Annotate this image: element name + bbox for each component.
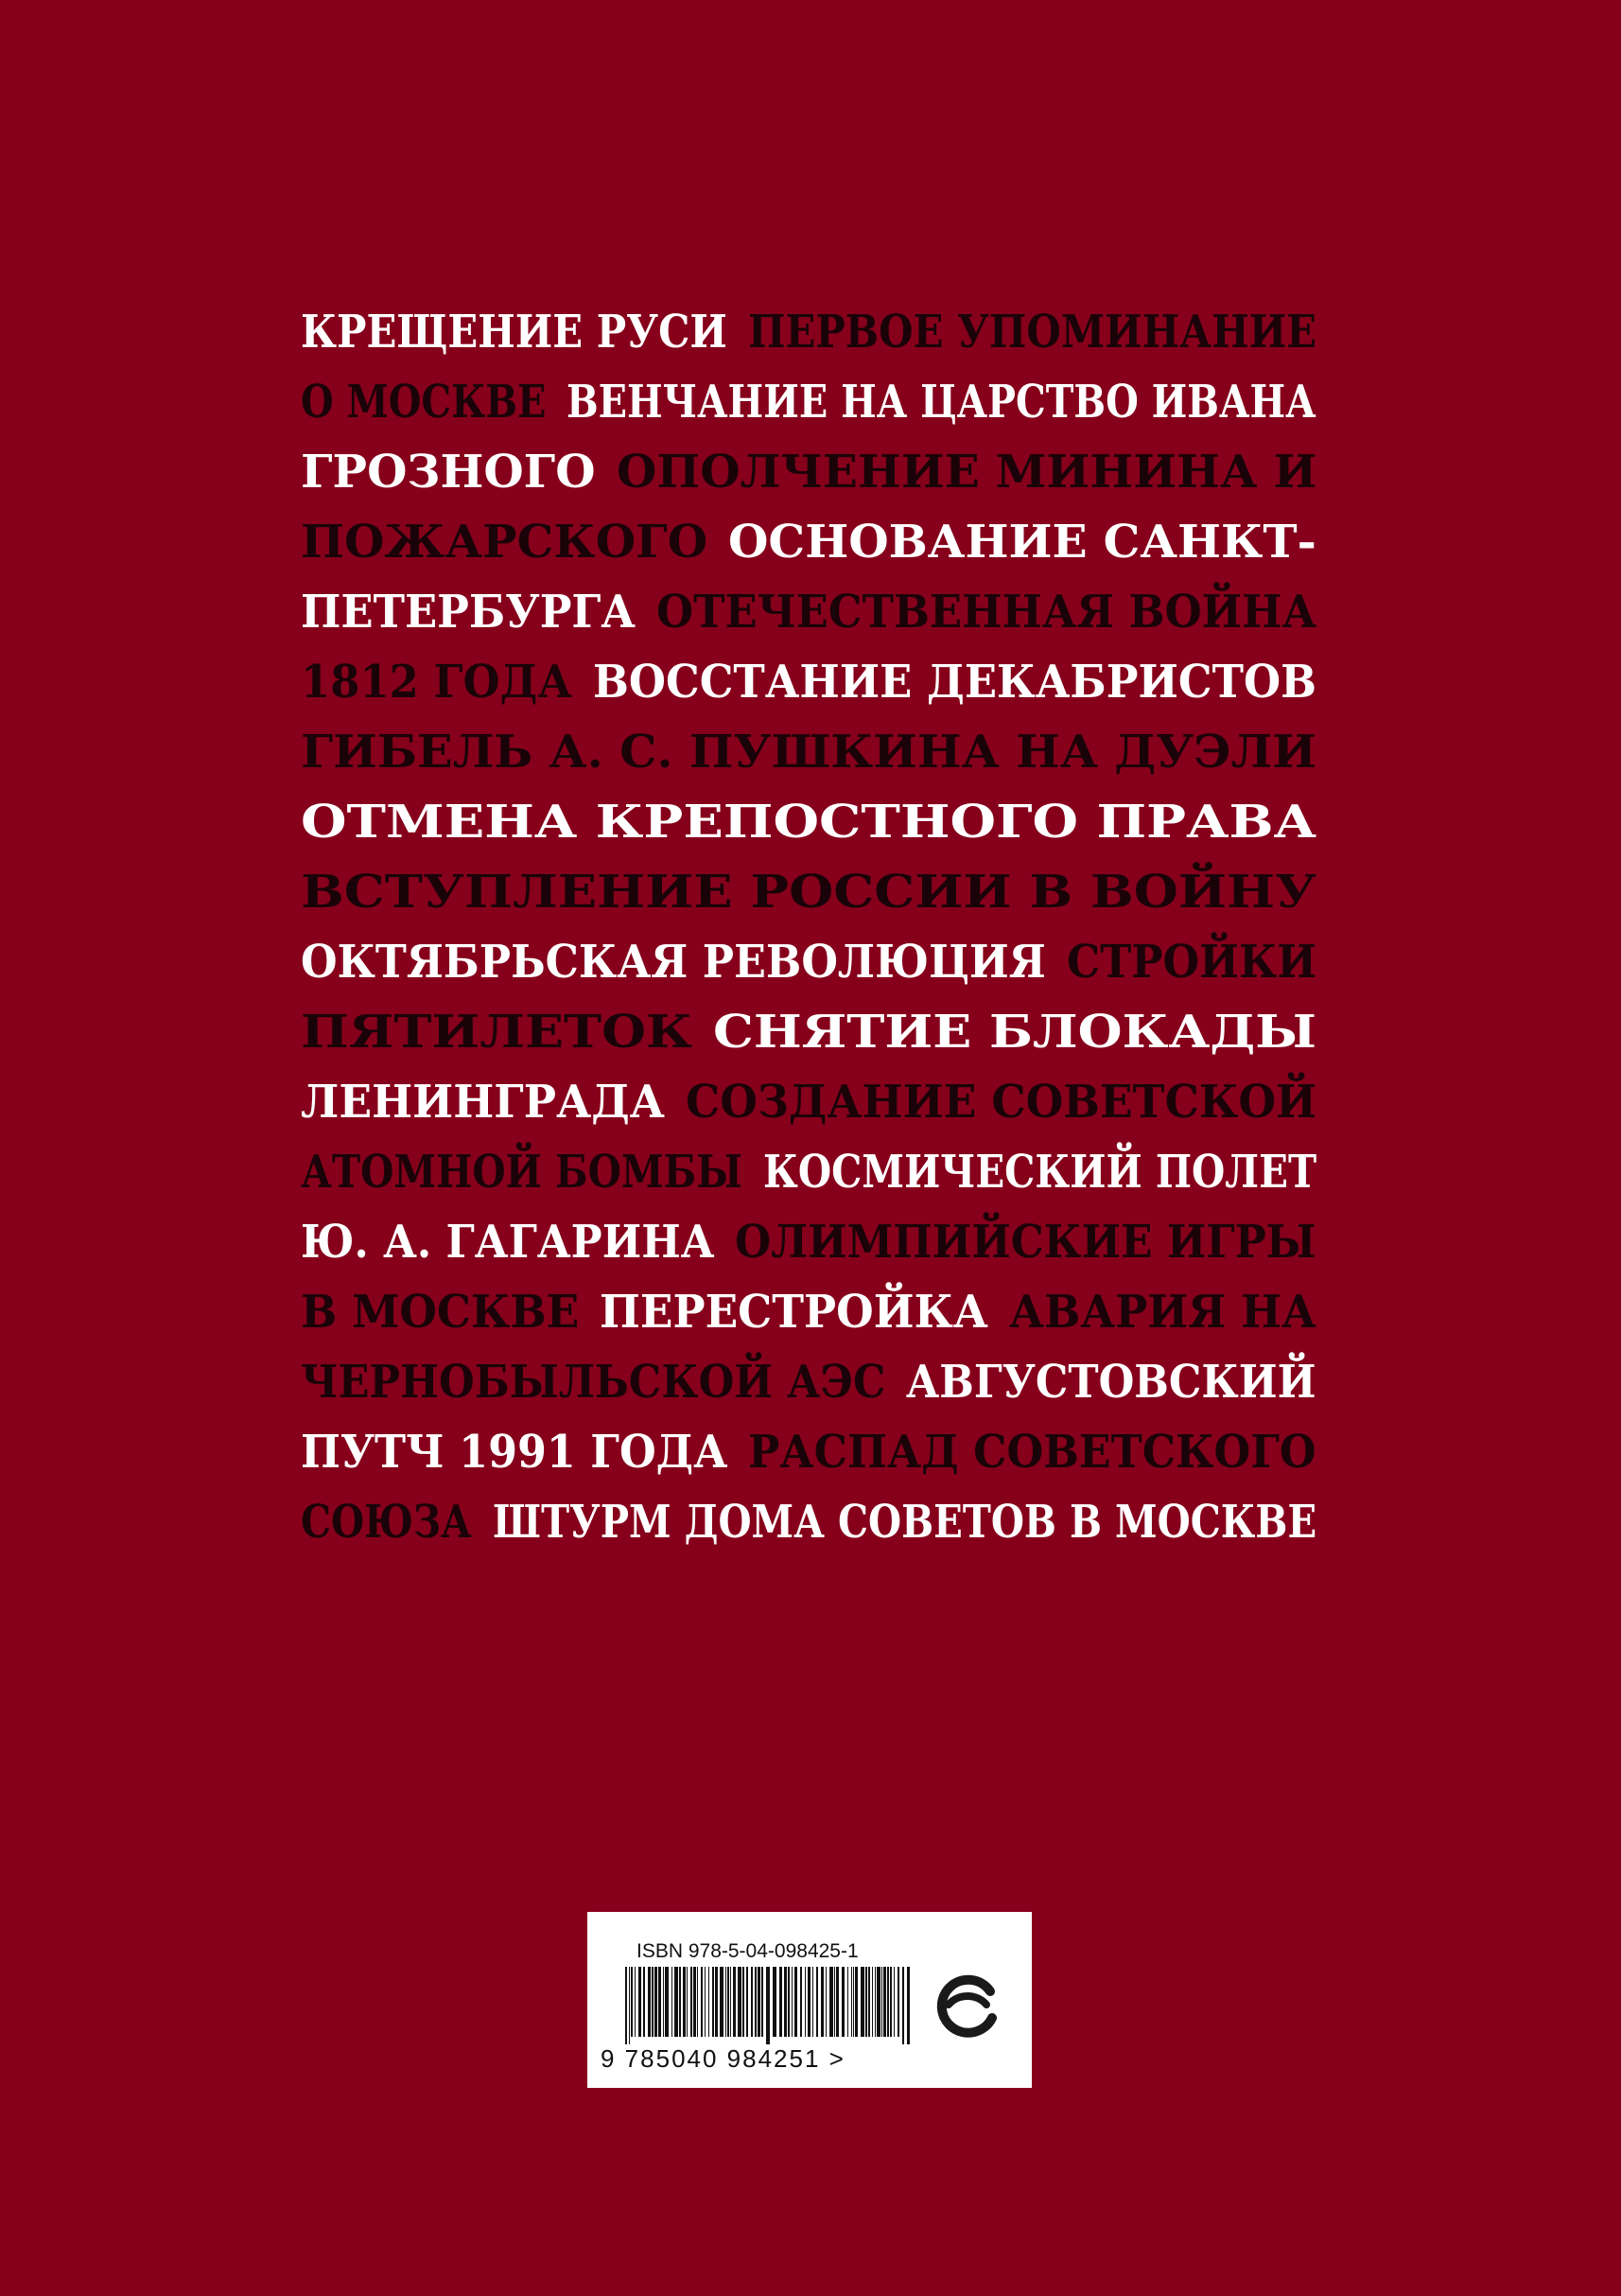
barcode-bar: [708, 1967, 709, 2037]
event-segment: КОСМИЧЕСКИЙ ПОЛЕТ: [762, 1146, 1316, 1199]
event-line: [301, 1347, 1316, 1417]
event-segment: ПЕРЕСТРОЙКА: [600, 1286, 989, 1339]
barcode-bar: [738, 1967, 741, 2037]
barcode-bar: [648, 1967, 651, 2037]
barcode-bar: [788, 1967, 790, 2037]
historical-events-text: [301, 297, 1316, 1557]
event-segment: АТОМНОЙ БОМБЫ: [301, 1146, 742, 1199]
barcode-bar: [674, 1967, 678, 2037]
event-line: [301, 927, 1316, 997]
barcode-bar: [834, 1967, 835, 2037]
barcode-bar: [631, 1967, 633, 2037]
barcode-bar: [855, 1967, 858, 2037]
barcode-bar: [715, 1967, 718, 2037]
event-line: [301, 717, 1316, 787]
event-line: [301, 1137, 1316, 1207]
event-line: [301, 857, 1316, 927]
barcode-bar: [742, 1967, 744, 2037]
event-line: [301, 1207, 1316, 1277]
event-line: [301, 367, 1316, 437]
barcode-bar: [868, 1967, 870, 2037]
event-segment: СНЯТИЕ БЛОКАДЫ: [712, 1006, 1316, 1059]
event-segment: ОПОЛЧЕНИЕ МИНИНА И: [616, 446, 1316, 499]
event-segment: 1812 ГОДА: [301, 656, 573, 709]
barcode-bar: [898, 1967, 899, 2037]
event-segment: ГИБЕЛЬ А. С. ПУШКИНА НА ДУЭЛИ: [301, 726, 1316, 779]
barcode-bar: [625, 1967, 627, 2044]
barcode-bar: [654, 1967, 657, 2037]
barcode-bar: [887, 1967, 889, 2037]
event-segment: СОЗДАНИЕ СОВЕТСКОЙ: [685, 1076, 1316, 1129]
event-line: [301, 297, 1316, 367]
publisher-logo-icon: [930, 1967, 1005, 2042]
barcode-bar: [847, 1967, 848, 2037]
barcode-bar: [875, 1967, 876, 2037]
barcode-bar: [800, 1967, 802, 2037]
event-segment: ПЯТИЛЕТОК: [301, 1006, 692, 1059]
barcode-bars: [625, 1967, 918, 2044]
barcode-bar: [821, 1967, 824, 2037]
event-segment: ВСТУПЛЕНИЕ РОССИИ В ВОЙНУ: [301, 866, 1316, 919]
barcode-bar: [836, 1967, 839, 2037]
barcode-bar: [766, 1967, 770, 2044]
barcode-bar: [727, 1967, 729, 2037]
barcode-bar: [665, 1967, 669, 2037]
event-segment: Ю. А. ГАГАРИНА: [301, 1216, 715, 1269]
barcode-bar: [629, 1967, 630, 2044]
event-line: [301, 647, 1316, 717]
barcode-bar: [842, 1967, 845, 2037]
event-segment: ПЕТЕРБУРГА: [301, 586, 636, 639]
barcode-bar: [902, 1967, 904, 2044]
event-segment: РАСПАД СОВЕТСКОГО: [748, 1426, 1316, 1479]
event-segment: В МОСКВЕ: [301, 1286, 580, 1339]
event-segment: ОСНОВАНИЕ САНКТ-: [728, 516, 1316, 569]
barcode-bar: [907, 1967, 910, 2044]
event-segment: ОКТЯБРЬСКАЯ РЕВОЛЮЦИЯ: [301, 936, 1046, 989]
event-line: [301, 787, 1316, 857]
barcode-bar: [690, 1967, 692, 2037]
barcode-bar: [773, 1967, 776, 2037]
event-segment: ЛЕНИНГРАДА: [301, 1076, 665, 1129]
barcode-bar: [658, 1967, 661, 2037]
barcode-bar: [872, 1967, 873, 2037]
barcode-bar: [829, 1967, 833, 2037]
barcode-bar: [751, 1967, 753, 2037]
event-line: [301, 507, 1316, 577]
barcode-bar: [635, 1967, 636, 2037]
event-line: [301, 1067, 1316, 1137]
barcode-bar: [890, 1967, 892, 2037]
barcode-bar: [720, 1967, 723, 2037]
barcode-bar: [712, 1967, 714, 2037]
barcode-bar: [865, 1967, 867, 2037]
barcode-bar: [784, 1967, 787, 2037]
barcode-bar: [705, 1967, 706, 2037]
event-line: [301, 437, 1316, 507]
event-segment: СОЮЗА: [301, 1496, 472, 1549]
barcode-bar: [883, 1967, 886, 2037]
barcode-bar: [679, 1967, 681, 2037]
barcode-bar: [881, 1967, 882, 2037]
barcode-bar: [877, 1967, 880, 2037]
event-segment: ОЛИМПИЙСКИЕ ИГРЫ: [735, 1216, 1316, 1269]
barcode-bar: [779, 1967, 782, 2037]
event-line: [301, 1417, 1316, 1487]
event-segment: ВОССТАНИЕ ДЕКАБРИСТОВ: [593, 656, 1316, 709]
barcode-bar: [808, 1967, 810, 2037]
barcode-bar: [812, 1967, 813, 2037]
barcode-bar: [894, 1967, 895, 2037]
barcode-bar: [671, 1967, 672, 2037]
barcode-bar: [826, 1967, 827, 2037]
barcode-bar: [733, 1967, 736, 2037]
event-segment: ОТМЕНА КРЕПОСТНОГО ПРАВА: [301, 796, 1316, 849]
event-segment: ПОЖАРСКОГО: [301, 516, 708, 569]
barcode-bar: [687, 1967, 688, 2037]
event-segment: СТРОЙКИ: [1066, 936, 1316, 989]
barcode-bar: [861, 1967, 864, 2037]
barcode-bar: [643, 1967, 645, 2037]
barcode-bar: [758, 1967, 760, 2037]
barcode-bar: [730, 1967, 731, 2037]
event-segment: АВГУСТОВСКИЙ: [906, 1356, 1316, 1409]
event-segment: ПУТЧ 1991 ГОДА: [301, 1426, 728, 1479]
barcode-bar: [697, 1967, 698, 2037]
barcode-panel: [587, 1912, 1032, 2088]
event-segment: ПЕРВОЕ УПОМИНАНИЕ: [747, 306, 1316, 359]
barcode-bar: [755, 1967, 757, 2037]
barcode-bar: [816, 1967, 818, 2037]
event-segment: ГРОЗНОГО: [301, 446, 596, 499]
barcode-bar: [746, 1967, 748, 2037]
barcode-bar: [701, 1967, 703, 2037]
event-segment: АВАРИЯ НА: [1009, 1286, 1316, 1339]
event-line: [301, 577, 1316, 647]
barcode-digits: 9 785040 984251 >: [601, 2044, 845, 2073]
barcode-bar: [725, 1967, 726, 2037]
barcode-bar: [761, 1967, 763, 2037]
event-segment: О МОСКВЕ: [301, 376, 547, 429]
barcode-bar: [805, 1967, 806, 2037]
barcode-bar: [683, 1967, 686, 2037]
event-segment: ОТЕЧЕСТВЕННАЯ ВОЙНА: [655, 586, 1316, 639]
barcode-bar: [638, 1967, 641, 2037]
barcode-bar: [652, 1967, 654, 2037]
event-line: [301, 1487, 1316, 1557]
barcode-bar: [851, 1967, 852, 2037]
event-line: [301, 1277, 1316, 1347]
event-segment: КРЕЩЕНИЕ РУСИ: [301, 306, 727, 359]
barcode-bar: [792, 1967, 793, 2037]
event-segment: ВЕНЧАНИЕ НА ЦАРСТВО ИВАНА: [566, 376, 1316, 429]
event-segment: ШТУРМ ДОМА СОВЕТОВ В МОСКВЕ: [492, 1496, 1316, 1549]
event-segment: ЧЕРНОБЫЛЬСКОЙ АЭС: [301, 1356, 886, 1409]
barcode-bar: [693, 1967, 696, 2037]
event-line: [301, 997, 1316, 1067]
barcode-bar: [794, 1967, 797, 2037]
barcode-bar: [663, 1967, 664, 2037]
barcode-bar: [853, 1967, 854, 2037]
isbn-label: ISBN 978-5-04-098425-1: [636, 1940, 859, 1962]
